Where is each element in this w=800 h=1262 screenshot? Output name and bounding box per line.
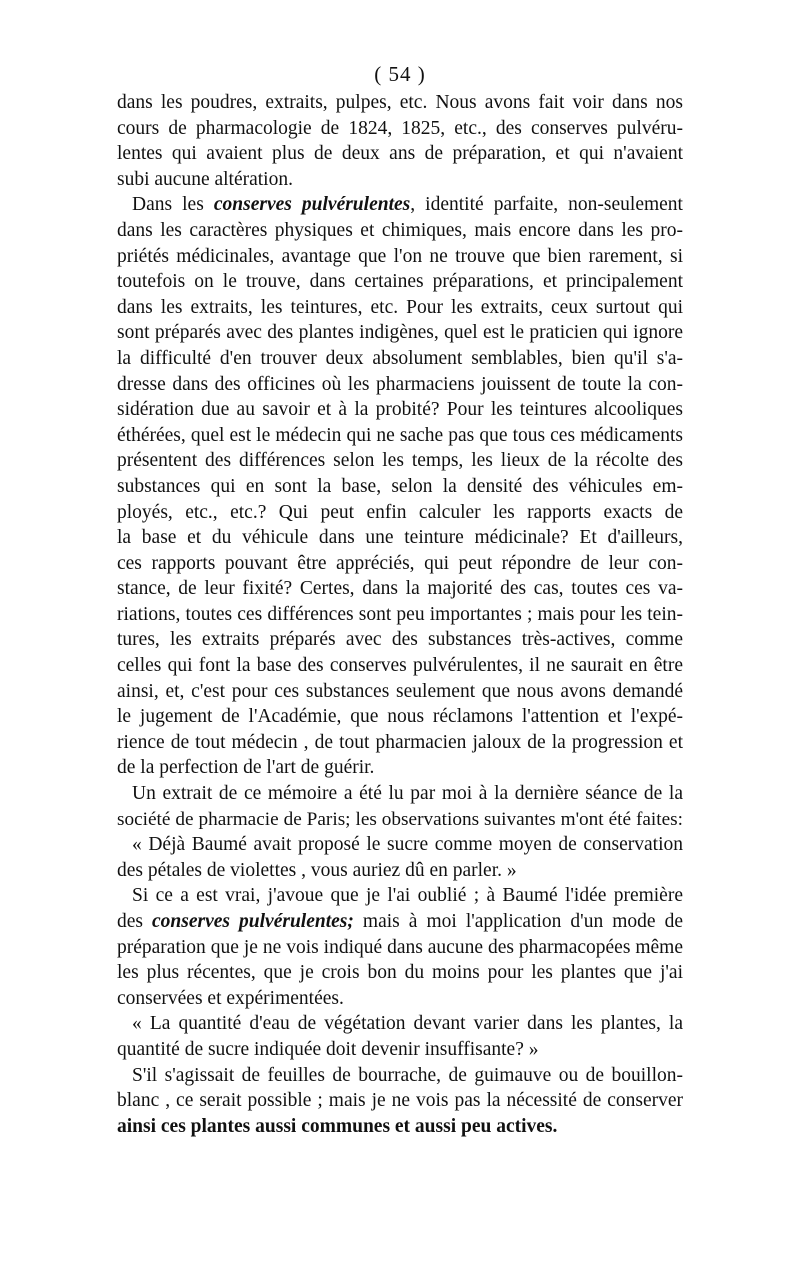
text-line (117, 627, 683, 653)
text-segment: présentent des différences selon les temps, les lieux de la récolte des (117, 450, 683, 472)
text-segment: société de pharmacie de Paris; les observations suivantes m'ont été faites: (117, 808, 683, 830)
text-line (117, 781, 683, 807)
page-number: ( 54 ) (374, 62, 426, 86)
text-line (117, 576, 683, 602)
text-line (117, 1088, 683, 1114)
text-segment: dans les caractères physiques et chimiques, mais encore dans les pro- (117, 219, 683, 241)
text-segment: subi aucune altération. (117, 168, 293, 190)
text-segment: ces rapports pouvant être appréciés, qui peut répondre de leur con- (117, 552, 683, 574)
text-line (117, 192, 683, 218)
text-line (117, 730, 683, 756)
text-line (117, 858, 683, 884)
text-segment: Si ce a est vrai, j'avoue que je l'ai oublié ; à Baumé l'idée première (132, 885, 683, 907)
text-line (117, 346, 683, 372)
text-line (117, 755, 683, 781)
text-line (117, 474, 683, 500)
text-segment: celles qui font la base des conserves pulvérulentes, il ne saurait en être (117, 655, 683, 677)
text-line (117, 90, 683, 116)
text-line (117, 551, 683, 577)
text-segment: les plus récentes, que je crois bon du moins pour les plantes que j'ai (117, 962, 683, 984)
text-segment: stance, de leur fixité? Certes, dans la majorité des cas, toutes ces va- (117, 578, 683, 600)
text-line (117, 653, 683, 679)
text-segment: des pétales de violettes , vous auriez dû en parler. » (117, 859, 517, 881)
text-segment: mais à moi l'application d'un mode de (353, 911, 683, 932)
text-line (117, 1037, 683, 1063)
text-segment: sont préparés avec des plantes indigènes, quel est le praticien qui ignore (117, 322, 683, 344)
text-line (117, 909, 683, 935)
italic-term: conserves pulvérulentes (213, 194, 411, 216)
text-line (117, 218, 683, 244)
italic-term: conserves pulvérulentes; (152, 911, 354, 932)
text-line (117, 500, 683, 526)
text-segment: Un extrait de ce mémoire a été lu par moi à la dernière séance de la (132, 783, 683, 805)
body-text (117, 90, 683, 1139)
text-segment: dans les poudres, extraits, pulpes, etc. Nous avons fait voir dans nos (117, 92, 683, 113)
text-line (117, 295, 683, 321)
text-segment: dans les extraits, les teintures, etc. Pour les extraits, ceux surtout qui (117, 296, 683, 318)
text-segment: de la perfection de l'art de guérir. (117, 757, 375, 779)
text-segment: S'il s'agissait de feuilles de bourrache, de guimauve ou de bouillon- (132, 1064, 683, 1086)
text-segment: sidération due au savoir et à la probité? Pour les teintures alcooliques (117, 399, 683, 421)
text-line (117, 397, 683, 423)
text-segment: quantité de sucre indiquée doit devenir insuffisante? » (117, 1038, 539, 1060)
text-segment: lentes qui avaient plus de deux ans de préparation, et qui n'avaient (117, 143, 683, 165)
text-line (117, 704, 683, 730)
text-segment: riations, toutes ces différences sont peu importantes ; mais pour les tein- (117, 603, 683, 625)
text-line (117, 320, 683, 346)
text-segment: « Déjà Baumé avait proposé le sucre comme moyen de conservation (132, 834, 683, 856)
text-line (117, 269, 683, 295)
text-segment: préparation que je ne vois indiqué dans aucune des pharmacopées même (117, 936, 683, 958)
text-line (117, 1011, 683, 1037)
text-line (117, 448, 683, 474)
text-segment: « La quantité d'eau de végétation devant varier dans les plantes, la (132, 1013, 683, 1035)
text-line (117, 525, 683, 551)
text-segment: , identité parfaite, non-seulement (410, 194, 683, 216)
text-segment: dresse dans des officines où les pharmaciens jouissent de toute la con- (117, 373, 683, 395)
text-line (117, 141, 683, 167)
text-segment: des (117, 911, 153, 932)
text-segment: blanc , ce serait possible ; mais je ne vois pas la nécessité de conserver (117, 1090, 683, 1112)
text-segment: rience de tout médecin , de tout pharmacien jaloux de la progression et (117, 731, 683, 753)
text-line (117, 935, 683, 961)
text-line (117, 679, 683, 705)
text-line (117, 960, 683, 986)
text-line (117, 372, 683, 398)
text-segment: éthérées, quel est le médecin qui ne sache pas que tous ces médicaments (117, 424, 683, 446)
text-segment: toutefois on le trouve, dans certaines préparations, et principalement (117, 271, 683, 293)
text-segment: ployés, etc., etc.? Qui peut enfin calculer les rapports exacts de (117, 501, 683, 523)
text-segment: cours de pharmacologie de 1824, 1825, etc., des conserves pulvéru- (117, 117, 683, 139)
text-segment: tures, les extraits préparés avec des substances très-actives, comme (117, 629, 683, 651)
text-segment: ainsi ces plantes aussi communes et aussi peu actives. (117, 1115, 558, 1137)
text-line (117, 832, 683, 858)
text-line (117, 1114, 683, 1140)
text-line (117, 807, 683, 833)
text-line (117, 883, 683, 909)
text-line (117, 1063, 683, 1089)
text-segment: conservées et expérimentées. (117, 987, 344, 1009)
text-line (117, 423, 683, 449)
text-segment: ainsi, et, c'est pour ces substances seulement que nous avons demandé (117, 680, 683, 702)
text-line (117, 986, 683, 1012)
text-segment: le jugement de l'Académie, que nous réclamons l'attention et l'expé- (117, 706, 683, 728)
text-segment: la base et du véhicule dans une teinture médicinale? Et d'ailleurs, (117, 527, 683, 549)
text-segment: substances qui en sont la base, selon la densité des véhicules em- (117, 475, 683, 497)
text-line (117, 602, 683, 628)
text-segment: la difficulté d'en trouver deux absolument semblables, bien qu'il s'a- (117, 347, 683, 369)
text-segment: priétés médicinales, avantage que l'on ne trouve que bien rarement, si (117, 245, 683, 267)
text-line (117, 167, 683, 193)
text-line (117, 116, 683, 142)
text-line (117, 244, 683, 270)
text-segment: Dans les (132, 194, 214, 216)
